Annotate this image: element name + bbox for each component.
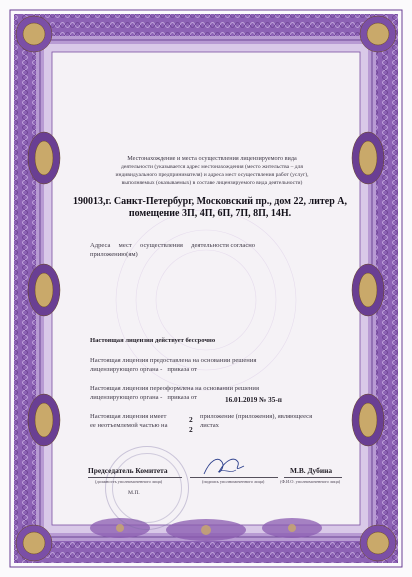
sheets-count-2: 2 — [189, 425, 193, 434]
header-line-3: индивидуального предпринимателя) и адреса мест осуществления работ (услуг), — [115, 172, 309, 178]
validity-label: Настоящая лицензия — [90, 337, 154, 344]
signer-name: М.В. Дубина — [290, 466, 333, 475]
annex-line-2: приложению(ям) — [90, 251, 138, 258]
name-underline — [284, 477, 342, 478]
reissue-order: 16.01.2019 № 35-п — [225, 396, 282, 404]
reissue-line-2: лицензирующего органа - приказа от — [90, 394, 197, 401]
position-caption: (должность уполномоченного лица) — [95, 479, 163, 484]
grant-line-1: Настоящая лицензия предоставлена на основании решения — [90, 357, 257, 364]
signer-position: Председатель Комитета — [88, 466, 168, 475]
signature-caption: (подпись уполномоченного лица) — [202, 479, 265, 484]
mp-label: М.П. — [128, 490, 140, 496]
address-line-1: 190013,г. Санкт-Петербург, Московский пр., дом 22, литер А, — [72, 196, 347, 207]
validity-value: действует бессрочно — [155, 337, 216, 344]
sheets-part-2: приложение (приложения), являющееся — [200, 413, 313, 420]
position-underline — [88, 477, 182, 478]
sheets-part-1: Настоящая лицензия имеет — [90, 413, 167, 420]
name-caption: (Ф.И.О. уполномоченного лица) — [280, 479, 341, 484]
sheets-part-3: ее неотъемлемой частью на — [90, 422, 168, 429]
address-line-2: помещение 3П, 4П, 6П, 7П, 8П, 14Н. — [128, 208, 292, 219]
signature-underline — [190, 477, 278, 478]
header-line-4: выполняемых (оказываемых) в составе лицензируемого вида деятельности) — [121, 180, 303, 186]
official-seal-inner — [112, 453, 182, 523]
handwritten-signature — [200, 452, 248, 480]
reissue-line-1: Настоящая лицензия переоформлена на основании решения — [90, 385, 259, 392]
grant-line-2: лицензирующего органа - приказа от — [90, 366, 197, 373]
annex-line-1: Адреса мест осуществления деятельности согласно — [90, 242, 256, 249]
sheets-part-4: листах — [200, 422, 219, 429]
sheets-count-1: 2 — [189, 415, 193, 424]
header-line-1: Местонахождение и места осуществления лицензируемого вида — [127, 155, 297, 162]
header-line-2: деятельности (указывается адрес местонахождения (место жительства – для — [121, 164, 303, 170]
